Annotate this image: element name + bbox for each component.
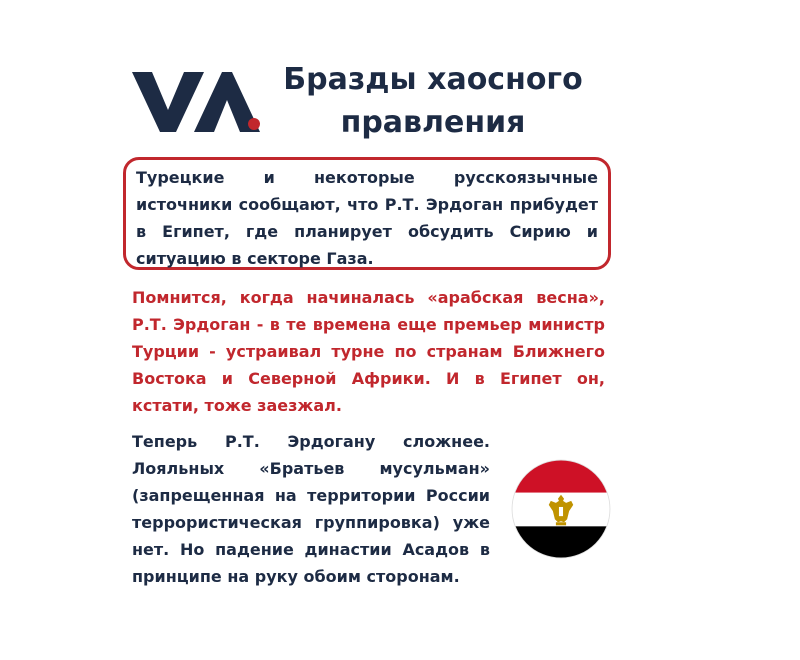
title-line-2: правления [340, 105, 526, 140]
title-line-1: Бразды хаосного [283, 62, 583, 97]
red-paragraph: Помнится, когда начиналась «арабская весна», Р.Т. Эрдоган - в те времена еще премьер министр Турции - устраивал турне по странам Ближнего Востока и Северной Африки. И в Египет он, кстати, тоже заезжал. [132, 288, 605, 415]
egypt-flag-icon [510, 458, 612, 560]
page-title [268, 58, 598, 144]
va-logo-icon [132, 58, 267, 138]
highlighted-paragraph: Турецкие и некоторые русскоязычные источники сообщают, что Р.Т. Эрдоган прибудет в Египет, где планирует обсудить Сирию и ситуацию в секторе Газа. [123, 157, 611, 270]
blue-paragraph: Теперь Р.Т. Эрдогану сложнее. Лояльных «Братьев мусульман» (запрещенная на территории России террористическая группировка) уже нет. Но падение династии Асадов в принципе на руку обоим сторонам. [132, 432, 490, 586]
